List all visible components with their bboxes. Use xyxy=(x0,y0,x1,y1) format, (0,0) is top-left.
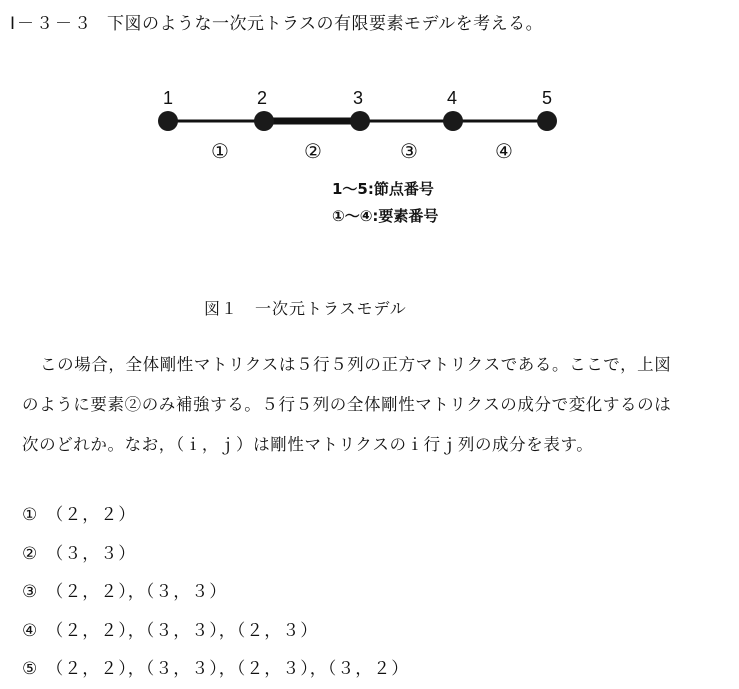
option-number: ④ xyxy=(22,620,39,641)
option-text: （３，３） xyxy=(46,543,137,564)
node-circle-5 xyxy=(537,111,557,131)
figure-caption: 図１ 一次元トラスモデル xyxy=(204,299,407,318)
answer-option-4[interactable] xyxy=(22,612,409,651)
element-label-4: ④ xyxy=(495,139,513,163)
answer-option-3[interactable] xyxy=(22,573,409,612)
legend-element-numbers: ①～④:要素番号 xyxy=(332,207,439,225)
question-header xyxy=(10,9,543,34)
node-label-2: 2 xyxy=(256,88,268,108)
option-number: ① xyxy=(22,505,39,525)
option-number: ③ xyxy=(22,582,39,602)
node-label-5: 5 xyxy=(541,88,553,108)
question-text: 下図のような一次元トラスの有限要素モデルを考える。 xyxy=(107,14,544,34)
question-number: Ⅰ－３－３ xyxy=(10,14,94,34)
option-text: （２，２），（３，３） xyxy=(46,582,228,602)
option-text: （２，２） xyxy=(46,505,137,525)
answer-options xyxy=(22,496,409,689)
node-circle-2 xyxy=(254,111,274,131)
node-circle-4 xyxy=(443,111,463,131)
element-label-3: ③ xyxy=(400,139,418,163)
problem-line-2: のように要素②のみ補強する。５行５列の全体剛性マトリクスの成分で変化するのは xyxy=(22,395,672,414)
answer-option-2[interactable] xyxy=(22,535,409,574)
option-number: ② xyxy=(22,543,39,564)
node-label-1: 1 xyxy=(162,88,174,108)
option-number: ⑤ xyxy=(22,659,39,679)
option-text: （２，２），（３，３），（２，３），（３，２） xyxy=(46,659,410,679)
problem-statement xyxy=(22,345,722,465)
node-circle-1 xyxy=(158,111,178,131)
problem-line-1: この場合，全体剛性マトリクスは５行５列の正方マトリクスである。ここで，上図 xyxy=(40,355,672,374)
problem-line-3: 次のどれか。なお，（ｉ，ｊ）は剛性マトリクスのｉ行ｊ列の成分を表す。 xyxy=(22,435,594,454)
element-label-1: ① xyxy=(211,139,229,163)
node-circle-3 xyxy=(350,111,370,131)
answer-option-1[interactable] xyxy=(22,496,409,535)
node-label-4: 4 xyxy=(446,88,458,108)
legend-node-numbers: 1～5:節点番号 xyxy=(332,180,434,198)
option-text: （２，２），（３，３），（２，３） xyxy=(46,620,319,641)
element-label-2: ② xyxy=(304,139,322,163)
node-label-3: 3 xyxy=(352,88,364,108)
